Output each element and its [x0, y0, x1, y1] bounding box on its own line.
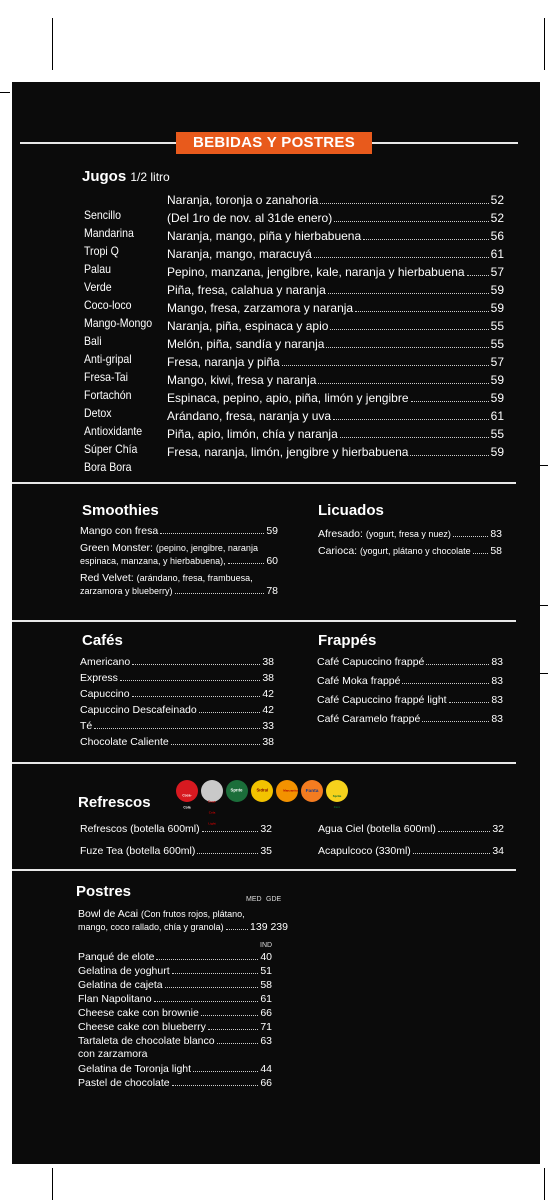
juice-names-list — [84, 206, 161, 476]
juice-row — [167, 409, 504, 423]
smoothie-note: zarzamora y blueberry) — [80, 586, 173, 596]
smoothie-green-monster — [80, 542, 278, 568]
frappe-name: Café Moka frappé — [317, 675, 401, 687]
cafes-title: Cafés — [82, 632, 123, 649]
juice-price: 56 — [490, 229, 504, 243]
refresco-price: 34 — [492, 845, 504, 857]
leader-dots — [171, 744, 261, 745]
cafe-name: Té — [80, 720, 93, 732]
leader-dots — [156, 959, 258, 960]
sprite-logo: Sprite — [226, 780, 248, 802]
juice-desc: Fresa, naranja y piña — [167, 355, 280, 369]
soda-logos — [176, 780, 356, 826]
menu-page — [12, 82, 540, 1164]
leader-dots — [201, 1015, 258, 1016]
leader-dots — [165, 987, 259, 988]
crop-mark — [0, 92, 10, 93]
leader-dots — [314, 257, 489, 258]
leader-dots — [340, 437, 489, 438]
postre-row — [78, 1007, 272, 1019]
smoothie-note: (pepino, jengibre, naranja — [155, 543, 258, 553]
juice-price: 52 — [490, 193, 504, 207]
frappe-row — [317, 694, 503, 706]
frappe-row — [317, 713, 503, 725]
juice-price: 52 — [490, 211, 504, 225]
leader-dots — [208, 1029, 258, 1030]
leader-dots — [160, 533, 264, 534]
juice-desc: Pepino, manzana, jengibre, kale, naranja y hierbabuena — [167, 265, 465, 279]
leader-dots — [467, 275, 489, 276]
juice-row — [167, 355, 504, 369]
leader-dots — [228, 563, 265, 564]
frappe-row — [317, 656, 503, 668]
juice-name: Palau — [84, 262, 112, 276]
crop-mark — [52, 1168, 53, 1200]
leader-dots — [197, 853, 258, 854]
juice-name: Mango-Mongo — [84, 316, 153, 330]
leader-dots — [333, 419, 489, 420]
postre-note: (Con frutos rojos, plátano, — [141, 909, 245, 919]
postre-note: mango, coco rallado, chía y granola) — [78, 922, 224, 932]
licuado-name: Carioca: — [318, 545, 358, 557]
licuado-note: (yogurt, plátano y chocolate — [360, 546, 471, 556]
juices-title-text: Jugos — [82, 168, 127, 185]
cafe-row — [80, 720, 274, 732]
juice-desc: Mango, fresa, zarzamora y naranja — [167, 301, 354, 315]
juices-subtitle: 1/2 litro — [130, 170, 170, 184]
refresco-price: 32 — [492, 823, 504, 835]
leader-dots — [193, 1071, 258, 1072]
juice-price: 59 — [490, 283, 504, 297]
frappe-name: Café Caramelo frappé — [317, 713, 421, 725]
juice-row — [167, 301, 504, 315]
juice-name: Bora Bora — [84, 460, 132, 474]
leader-dots — [172, 1085, 259, 1086]
postre-name: Panqué de elote — [78, 951, 155, 963]
leader-dots — [94, 728, 260, 729]
crop-mark — [52, 18, 53, 70]
leader-dots — [217, 1043, 259, 1044]
leader-dots — [132, 696, 261, 697]
cafe-row — [80, 672, 274, 684]
juice-row — [167, 265, 504, 279]
postre-row — [78, 979, 272, 991]
juice-desc: Fresa, naranja, limón, jengibre y hierbabuena — [167, 445, 409, 459]
leader-dots — [449, 702, 490, 703]
refrescos-title: Refrescos — [78, 794, 151, 811]
leader-dots — [282, 365, 489, 366]
smoothie-price: 60 — [266, 555, 278, 567]
banner-rule-right — [372, 142, 518, 144]
leader-dots — [120, 680, 260, 681]
licuado-note: (yogurt, fresa y nuez) — [365, 529, 451, 539]
leader-dots — [154, 1001, 259, 1002]
smoothie-price: 59 — [266, 525, 278, 537]
postre-row — [78, 1021, 272, 1033]
juice-row — [167, 211, 504, 225]
cafe-price: 42 — [262, 704, 274, 716]
leader-dots — [326, 347, 488, 348]
juice-desc: Naranja, piña, espinaca y apio — [167, 319, 329, 333]
juice-name: Fresa-Tai — [84, 370, 129, 384]
juice-row — [167, 337, 504, 351]
juice-desc: Naranja, mango, piña y hierbabuena — [167, 229, 362, 243]
postre-price: 66 — [260, 1007, 272, 1019]
refresco-name: Agua Ciel (botella 600ml) — [318, 823, 436, 835]
leader-dots — [426, 664, 489, 665]
juice-price: 61 — [490, 247, 504, 261]
postre-price: 66 — [260, 1077, 272, 1089]
juice-desc: Arándano, fresa, naranja y uva — [167, 409, 332, 423]
postre-name: Gelatina de yoghurt — [78, 965, 170, 977]
section-banner: BEBIDAS Y POSTRES — [176, 132, 372, 154]
juices-title — [82, 168, 170, 185]
frappe-price: 83 — [491, 694, 503, 706]
juice-desc: Piña, apio, limón, chía y naranja — [167, 427, 338, 441]
juice-name: Tropi Q — [84, 244, 119, 258]
licuado-row — [318, 545, 502, 557]
refresco-row — [80, 845, 272, 857]
coca-cola-logo: Coca-Cola — [176, 780, 198, 802]
postre-name: Bowl de Acai — [78, 908, 139, 920]
cafe-row — [80, 688, 274, 700]
frappe-price: 83 — [491, 675, 503, 687]
postre-price: 44 — [260, 1063, 272, 1075]
juice-desc: Melón, piña, sandía y naranja — [167, 337, 325, 351]
cafe-price: 33 — [262, 720, 274, 732]
juice-row — [167, 391, 504, 405]
size-ind-label: IND — [260, 942, 273, 949]
postre-name: Flan Napolitano — [78, 993, 152, 1005]
leader-dots — [413, 853, 491, 854]
smoothie-name: Green Monster: — [80, 542, 153, 554]
juice-price: 59 — [490, 445, 504, 459]
postre-name: Cheese cake con brownie — [78, 1007, 199, 1019]
postre-row — [78, 951, 272, 963]
cafe-row — [80, 656, 274, 668]
leader-dots — [402, 683, 489, 684]
leader-dots — [422, 721, 489, 722]
crop-mark — [544, 18, 545, 70]
leader-dots — [330, 329, 488, 330]
leader-dots — [453, 536, 488, 537]
postre-tartaleta — [78, 1035, 272, 1061]
leader-dots — [202, 831, 259, 832]
smoothie-row — [80, 525, 278, 537]
postre-price-med: 139 — [250, 921, 268, 933]
cafe-price: 42 — [262, 688, 274, 700]
fanta-logo: Fanta — [301, 780, 323, 802]
refresco-name: Refrescos (botella 600ml) — [80, 823, 200, 835]
postre-name-cont: con zarzamora — [78, 1048, 148, 1060]
juice-desc: Naranja, toronja o zanahoria — [167, 193, 319, 207]
cafe-name: Express — [80, 672, 118, 684]
juice-row — [167, 319, 504, 333]
postre-price: 58 — [260, 979, 272, 991]
leader-dots — [328, 293, 489, 294]
refresco-row — [318, 845, 504, 857]
leader-dots — [411, 401, 489, 402]
juice-name: Bali — [84, 334, 102, 348]
leader-dots — [334, 221, 488, 222]
juice-name: Coco-loco — [84, 298, 132, 312]
postre-name: Tartaleta de chocolate blanco — [78, 1035, 215, 1047]
juice-name: Fortachón — [84, 388, 132, 402]
postre-row — [78, 965, 272, 977]
refresco-row — [80, 823, 272, 835]
juice-price: 55 — [490, 319, 504, 333]
size-gde-label: GDE — [266, 896, 282, 903]
juice-desc: Mango, kiwi, fresa y naranja — [167, 373, 317, 387]
juice-desc: Espinaca, pepino, apio, piña, limón y jengibre — [167, 391, 409, 405]
juice-row — [167, 229, 504, 243]
frappe-price: 83 — [491, 713, 503, 725]
juice-price: 57 — [490, 265, 504, 279]
juice-desc: Piña, fresa, calahua y naranja — [167, 283, 326, 297]
postre-name: Gelatina de Toronja light — [78, 1063, 192, 1075]
sidral-logo: Sidral — [251, 780, 273, 802]
frappes-title: Frappés — [318, 632, 377, 649]
refresco-name: Acapulcoco (330ml) — [318, 845, 411, 857]
frappe-row — [317, 675, 503, 687]
smoothie-note: (arándano, fresa, frambuesa, — [136, 573, 253, 583]
refresco-row — [318, 823, 504, 835]
juice-price: 55 — [490, 427, 504, 441]
leader-dots — [175, 593, 265, 594]
juice-name: Súper Chía — [84, 442, 138, 456]
postre-price-gde: 239 — [270, 921, 288, 933]
leader-dots — [132, 664, 260, 665]
juice-price: 57 — [490, 355, 504, 369]
crop-mark — [544, 1168, 545, 1200]
cafe-price: 38 — [262, 656, 274, 668]
postre-name: Cheese cake con blueberry — [78, 1021, 206, 1033]
leader-dots — [363, 239, 489, 240]
postre-price: 63 — [260, 1035, 272, 1047]
licuado-name: Afresado: — [318, 528, 363, 540]
leader-dots — [172, 973, 259, 974]
juice-row — [167, 193, 504, 207]
refresco-price: 35 — [260, 845, 272, 857]
manzanita-logo: Manzanita — [276, 780, 298, 802]
licuado-price: 58 — [490, 545, 502, 557]
postre-name: Gelatina de cajeta — [78, 979, 163, 991]
leader-dots — [318, 383, 488, 384]
postre-row — [78, 993, 272, 1005]
juice-name: Antioxidante — [84, 424, 143, 438]
postre-price: 71 — [260, 1021, 272, 1033]
coca-cola-light-logo: Coca-Cola Light — [201, 780, 223, 802]
licuados-title: Licuados — [318, 502, 384, 519]
juice-name: Mandarina — [84, 226, 134, 240]
cafe-price: 38 — [262, 672, 274, 684]
juice-price: 55 — [490, 337, 504, 351]
frappe-price: 83 — [491, 656, 503, 668]
banner-rule-left — [20, 142, 176, 144]
cafe-name: Capuccino — [80, 688, 130, 700]
postre-price: 51 — [260, 965, 272, 977]
refresco-price: 32 — [260, 823, 272, 835]
section-divider — [12, 869, 516, 871]
licuado-row — [318, 528, 502, 540]
juice-price: 59 — [490, 301, 504, 315]
juice-price: 59 — [490, 373, 504, 387]
size-med-label: MED — [246, 896, 262, 903]
juice-desc: (Del 1ro de nov. al 31de enero) — [167, 211, 333, 225]
leader-dots — [410, 455, 488, 456]
juice-row — [167, 427, 504, 441]
juice-desc: Naranja, mango, maracuyá — [167, 247, 312, 261]
licuado-price: 83 — [490, 528, 502, 540]
juice-row — [167, 283, 504, 297]
cafe-row — [80, 736, 274, 748]
leader-dots — [199, 712, 261, 713]
cafe-row — [80, 704, 274, 716]
juice-name: Sencillo — [84, 208, 121, 222]
juice-price: 59 — [490, 391, 504, 405]
refresco-name: Fuze Tea (botella 600ml) — [80, 845, 196, 857]
smoothies-title: Smoothies — [82, 502, 159, 519]
smoothie-price: 78 — [266, 585, 278, 597]
frappe-name: Café Capuccino frappé light — [317, 694, 447, 706]
postre-row — [78, 1063, 272, 1075]
postre-acai — [78, 908, 288, 934]
section-divider — [12, 482, 516, 484]
cafe-name: Chocolate Caliente — [80, 736, 169, 748]
leader-dots — [355, 311, 489, 312]
cafe-price: 38 — [262, 736, 274, 748]
smoothie-name: Red Velvet: — [80, 572, 134, 584]
juice-name: Anti-gripal — [84, 352, 132, 366]
sprite-zero-logo: Sprite Zero — [326, 780, 348, 802]
juice-name: Verde — [84, 280, 112, 294]
smoothie-name: Mango con fresa — [80, 525, 159, 537]
postre-price: 61 — [260, 993, 272, 1005]
cafe-name: Capuccino Descafeinado — [80, 704, 197, 716]
juice-row — [167, 247, 504, 261]
section-divider — [12, 762, 516, 764]
section-divider — [12, 620, 516, 622]
frappe-name: Café Capuccino frappé — [317, 656, 425, 668]
postres-title: Postres — [76, 883, 132, 900]
juice-row — [167, 445, 504, 459]
smoothie-note: espinaca, manzana, y hierbabuena), — [80, 556, 226, 566]
smoothie-red-velvet — [80, 572, 278, 598]
leader-dots — [226, 929, 248, 930]
postre-price: 40 — [260, 951, 272, 963]
juice-row — [167, 373, 504, 387]
leader-dots — [473, 553, 489, 554]
juice-name: Detox — [84, 406, 112, 420]
postre-row — [78, 1077, 272, 1089]
leader-dots — [438, 831, 490, 832]
leader-dots — [320, 203, 488, 204]
juice-price: 61 — [490, 409, 504, 423]
cafe-name: Americano — [80, 656, 131, 668]
postre-name: Pastel de chocolate — [78, 1077, 170, 1089]
